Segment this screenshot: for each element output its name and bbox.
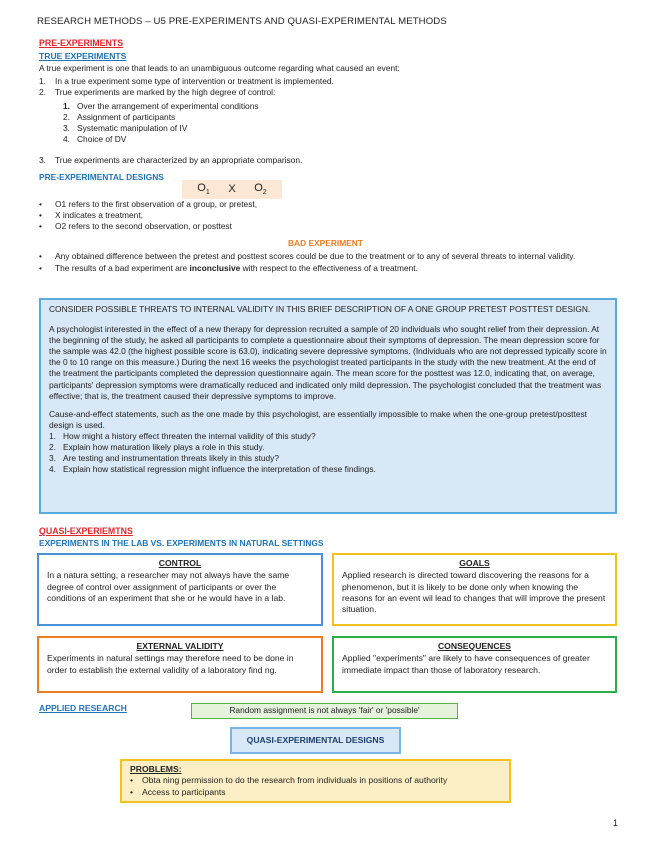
list-item: 1. In a true experiment some type of intervention or treatment is implemented. [39,76,334,86]
treatment-symbol: X [228,183,236,196]
problems-list [130,775,501,798]
list-item: • O2 refers to the second observation, or posttest [39,220,232,231]
list-item: • Access to participants [130,786,226,797]
list-item: 2. True experiments are marked by the high degree of control: [39,86,276,97]
list-item: 2. Explain how maturation likely plays a role in this study. [49,442,265,453]
true-experiments-heading: TRUE EXPERIMENTS [39,51,127,61]
quasi-experimental-designs-label: QUASI-EXPERIMENTAL DESIGNS [230,727,401,754]
list-item: 2. Assignment of participants [63,111,176,122]
control-sublist [63,101,463,145]
pre-experimental-designs-heading: PRE-EXPERIMENTAL DESIGNS [39,172,164,182]
consequences-title: CONSEQUENCES [437,641,512,651]
list-item: 4. Explain how statistical regression might influence the interpretation of these findings. [49,464,376,475]
case-study-heading: CONSIDER POSSIBLE THREATS TO INTERNAL VALIDITY IN THIS BRIEF DESCRIPTION OF A ONE GROUP PRETEST POSTTEST DESIGN. [49,304,591,314]
list-item: 3. Systematic manipulation of IV [63,122,188,133]
notation-bullets [39,199,619,232]
true-experiment-list-cont [39,155,619,166]
list-item: • O1 refers to the first observation of a group, or pretest, [39,199,258,209]
problems-box [120,759,511,803]
applied-research-heading: APPLIED RESEARCH [39,703,127,713]
true-experiment-list [39,76,619,98]
design-notation [182,180,282,199]
random-assignment-note: Random assignment is not always 'fair' or 'possible' [191,703,458,719]
page-number: 1 [613,818,619,828]
goals-title: GOALS [459,558,490,568]
case-study-paragraph: A psychologist interested in the effect of a new therapy for depression recruited a sample of 20 individuals who sought relief from their depression. At the beginning of the study, he asked all participants to complete a questionnaire about their symptoms of depression. The mean depression score for the sample was 42.0 (the highest possible score is 63.0), indicating severe depressive symptoms. (Individuals who are not depressed typically score in the 0 to 10 range on this measure.) During the next 16 weeks the psychologist treated participants in the study with the new treatment. At the end of the treatment the participants completed the depression questionnaire again. The mean score for the posttest was 12.0, indicating that, on average, participants' depression symptoms were dramatically reduced and indicated only mild depression. The psychologist concluded that the treatment was effective; that is, the treatment caused their depressive symptoms to improve. [49,324,607,401]
goals-text: Applied research is directed toward discovering the reasons for a phenomenon, but it is likely to be done only when knowing the reasons for an event wil lead to changes that will improve the present situation. [342,570,606,615]
control-card [37,553,323,626]
list-item: • Any obtained difference between the pretest and posttest scores could be due to the treatment or to any of several threats to internal validity. [39,251,576,261]
pre-experiments-heading: PRE-EXPERIMENTS [39,38,124,48]
consequences-card [332,636,617,693]
control-title: CONTROL [158,558,202,568]
case-study-conclusion: Cause-and-effect statements, such as the one made by this psychologist, are essentially impossible to make when the one-group pretest/posttest design is used. [49,408,587,430]
goals-card [332,553,617,626]
bad-experiment-bullets [39,251,617,274]
list-item: • Obta ning permission to do the research from individuals in positions of authority [130,775,448,786]
lab-vs-natural-heading: EXPERIMENTS IN THE LAB VS. EXPERIMENTS IN NATURAL SETTINGS [39,538,324,548]
list-item: • The results of a bad experiment are inconclusive with respect to the effectiveness of a treatment. [39,262,418,273]
list-item: 1. How might a history effect threaten the internal validity of this study? [49,430,316,441]
list-item: 3. True experiments are characterized by an appropriate comparison. [39,155,303,165]
external-validity-title: EXTERNAL VALIDITY [136,641,224,651]
case-study-questions [49,431,607,475]
list-item: 4. Choice of DV [63,133,127,144]
quasi-experiments-heading: QUASI-EXPERIEMTNS [39,526,133,536]
list-item: 3. Are testing and instrumentation threats likely in this study? [49,453,279,464]
pretest-observation: $O_1$ [197,182,210,197]
list-item: 1. Over the arrangement of experimental conditions [63,101,259,111]
list-item: • X indicates a treatment, [39,209,143,220]
posttest-observation: $O_2$ [254,182,267,197]
consequences-text: Applied "experiments" are likely to have consequences of greater immediate impact than those of laboratory research. [342,653,590,675]
case-study-box [39,298,617,514]
bad-experiment-heading: BAD EXPERIMENT [288,238,363,248]
external-validity-card [37,636,323,693]
control-text: In a natura setting, a researcher may not always have the same degree of control over assignment of participants or over the conditions of an experiment that she or he would have in a lab. [47,570,290,604]
true-experiment-intro: A true experiment is one that leads to an unambiguous outcome regarding what caused an event: [39,63,400,73]
external-validity-text: Experiments in natural settings may therefore need to be done in order to establish the external validity of a laboratory find ng. [47,653,294,675]
document-title: RESEARCH METHODS – U5 PRE-EXPERIMENTS AND QUASI-EXPERIMENTAL METHODS [37,16,447,27]
problems-title: PROBLEMS: [130,764,182,774]
